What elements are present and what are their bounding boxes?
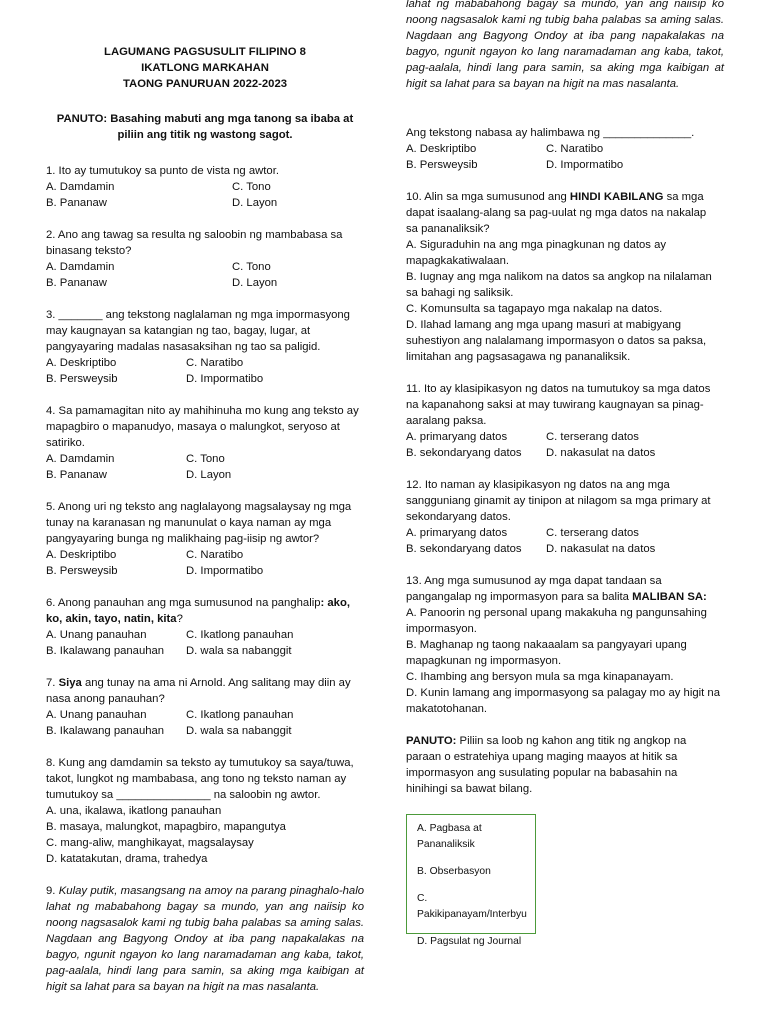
question-7: [46, 675, 364, 739]
option-c: C. Naratibo: [186, 357, 244, 369]
option-a: A. Deskriptibo: [406, 143, 477, 155]
options: [406, 525, 720, 557]
option-d: D. nakasulat na datos: [546, 543, 656, 555]
option-a: A. primaryang datos: [406, 527, 508, 539]
option-d: D. wala sa nabanggit: [186, 645, 292, 657]
exam-header: [46, 44, 364, 92]
option-c: C. Tono: [186, 453, 225, 465]
option-d: D. Impormatibo: [546, 159, 624, 171]
question-text: 12. Ito naman ay klasipikasyon ng datos na ang mga sangguniang ginamit ay tinipon at nilagom sa mga primary at sekondaryang datos.: [406, 479, 711, 523]
options: [46, 179, 364, 211]
option-b: B. masaya, malungkot, mapagbiro, mapangutya: [46, 821, 286, 833]
question-text: [46, 675, 364, 707]
options: [46, 451, 364, 483]
option-d: D. Layon: [232, 277, 278, 289]
option-d: D. Impormatibo: [186, 373, 264, 385]
question-text: 5. Anong uri ng teksto ang naglalayong magsalaysay ng mga tunay na karanasan ng manunulat o kaya naman ay mga pangyayaring bunga ng malikhaing pag-iisip ng awtor?: [46, 501, 352, 545]
header-school-year: TAONG PANURUAN 2022-2023: [122, 78, 288, 90]
option-c: C. Tono: [232, 181, 271, 193]
option-c: C. Naratibo: [546, 143, 604, 155]
question-9-passage-continued: [406, 0, 724, 108]
options: [46, 355, 364, 387]
option-a: A. Damdamin: [46, 261, 115, 273]
directions-line-2: piliin ang titik ng wastong sagot.: [117, 129, 293, 141]
question-text-end: sa mga dapat isaalang-alang sa pag-uulat ng mga datos na nakalap sa pananaliksik?: [406, 191, 707, 235]
directions: [46, 111, 364, 143]
options: [46, 547, 364, 579]
option-c: C. Ihambing ang bersyon mula sa mga kinapanayam.: [406, 671, 674, 683]
passage-continuation: [406, 0, 724, 92]
header-title: LAGUMANG PAGSUSULIT FILIPINO 8: [104, 46, 306, 58]
option-d: D. katatakutan, drama, trahedya: [46, 853, 208, 865]
option-c: C. terserang datos: [546, 527, 639, 539]
option-a: A. Panoorin ng personal upang makakuha ng pangunsahing impormasyon.: [406, 607, 707, 635]
question-8: [46, 755, 364, 867]
option-a: A. Damdamin: [46, 453, 115, 465]
option-b: B. Persweysib: [406, 159, 478, 171]
option-c: C. Ikatlong panauhan: [186, 709, 294, 721]
option-b: B. Ikalawang panauhan: [46, 645, 165, 657]
directions-text: Piliin sa loob ng kahon ang titik ng angkop na paraan o estratehiya upang maging maayos at hitik sa impormasyon ang susulating popular na babasahin na hinihingi sa bawat bilang.: [406, 735, 687, 795]
question-5: [46, 499, 364, 579]
header-quarter: IKATLONG MARKAHAN: [141, 62, 269, 74]
directions-part-2: [406, 733, 720, 797]
choice-box: [406, 814, 536, 947]
option-d: D. Impormatibo: [186, 565, 264, 577]
option-a: A. Deskriptibo: [46, 549, 117, 561]
option-b: B. Pananaw: [46, 277, 107, 289]
options: [406, 141, 720, 173]
question-3: [46, 307, 364, 387]
option-d: D. nakasulat na datos: [546, 447, 656, 459]
option-d: D. Layon: [232, 197, 278, 209]
question-2: [46, 227, 364, 291]
question-text-part: 10. Alin sa mga sumusunod ang: [406, 191, 570, 203]
option-b: B. Iugnay ang mga nalikom na datos sa angkop na nilalaman sa bahagi ng saliksik.: [406, 271, 712, 299]
question-text-bold: HINDI KABILANG: [569, 191, 664, 203]
question-text: Ang tekstong nabasa ay halimbawa ng ______________.: [406, 127, 695, 139]
question-number: 7.: [46, 677, 59, 689]
option-d: D. wala sa nabanggit: [186, 725, 292, 737]
options: [406, 429, 720, 461]
question-text-bold: : ako, ko, akin, tayo, natin, kita: [46, 597, 351, 625]
choice-d: D. Pagsulat ng Journal: [417, 936, 522, 947]
emphasized-word: Siya: [58, 677, 82, 689]
question-text: 11. Ito ay klasipikasyon ng datos na tumutukoy sa mga datos na kapanahong saksi at may tuwirang kaugnayan sa pinag-aaralang paksa.: [406, 383, 711, 427]
option-c: C. Komunsulta sa tagapayo mga nakalap na datos.: [406, 303, 663, 315]
question-1: [46, 163, 364, 211]
options: [46, 707, 364, 739]
option-b: B. sekondaryang datos: [406, 447, 522, 459]
question-text-part: 13. Ang mga sumusunod ay mga dapat tandaan sa pangangalap ng impormasyon para sa balita: [406, 575, 662, 603]
question-6: [46, 595, 364, 659]
question-text: [46, 595, 364, 627]
option-a: A. Siguraduhin na ang mga pinagkunan ng datos ay mapagkakatiwalaan.: [406, 239, 667, 267]
question-9-passage-start: [46, 883, 365, 993]
question-text: 1. Ito ay tumutukoy sa punto de vista ng awtor.: [46, 165, 279, 177]
right-column: [406, 0, 724, 797]
option-b: B. Pananaw: [46, 469, 107, 481]
question-13: [406, 573, 720, 717]
question-10: [406, 189, 720, 365]
option-a: A. Unang panauhan: [46, 629, 147, 641]
option-d: D. Ilahad lamang ang mga upang masuri at mabigyang suhestiyon ang nalalamang impormasyon o datos sa paksa, limitahan ang pagsasagawa ng pananaliksik.: [406, 319, 707, 363]
option-c: C. terserang datos: [546, 431, 639, 443]
option-b: B. Maghanap ng taong nakaaalam sa pangyayari upang mapagkunan ng impormasyon.: [406, 639, 687, 667]
left-column: [46, 0, 365, 993]
passage-text: Kulay putik, masangsang na amoy na parang pinaghalo-halo lahat ng mababahong bagay sa mundo, yan ang naiisip ko noong nagsasalok kami ng tubig baha palabas sa aming salas. Nagdaan ang Bagyong Ondoy at iba pang napakalakas na bagyo, ngunit ngayon ko lang naramadaman ang kaba, takot, pag-aalala, hindi lang para samin, sa aking mga kaibigan at higit sa lahat para sa bayan na higit na mas nasalanta.: [46, 885, 365, 993]
option-a: A. Damdamin: [46, 181, 115, 193]
option-c: C. Ikatlong panauhan: [186, 629, 294, 641]
question-text-bold: MALIBAN SA:: [632, 591, 707, 603]
option-b: B. Pananaw: [46, 197, 107, 209]
option-b: B. Ikalawang panauhan: [46, 725, 165, 737]
directions-label: PANUTO:: [406, 735, 457, 747]
option-c: C. Naratibo: [186, 549, 244, 561]
question-9: [406, 125, 720, 173]
option-c: C. mang-aliw, manghikayat, magsalaysay: [46, 837, 254, 849]
option-a: A. primaryang datos: [406, 431, 508, 443]
question-11: [406, 381, 720, 461]
passage-text: lahat ng mababahong bagay sa mundo, yan ang naiisip ko noong nagsasalok kami ng tubig baha palabas sa aming salas. Nagdaan ang Bagyong Ondoy at iba pang napakalakas na bagyo, ngunit ngayon ko lang naramadaman ang kaba, takot, pag-aalala, hindi lang para samin, sa aking mga kaibigan at higit sa lahat para sa bayan na higit na mas nasalanta.: [406, 0, 724, 90]
choice-b: B. Obserbasyon: [417, 866, 491, 877]
question-4: [46, 403, 364, 483]
option-b: B. sekondaryang datos: [406, 543, 522, 555]
option-a: A. Deskriptibo: [46, 357, 117, 369]
option-d: D. Kunin lamang ang impormasyong sa palagay mo ay higit na makatotohanan.: [406, 687, 720, 715]
question-text: 8. Kung ang damdamin sa teksto ay tumutukoy sa saya/tuwa, takot, lungkot ng mambabasa, ang tono ng teksto naman ay tumutukoy sa _______________ na saloobin ng awtor.: [46, 757, 354, 801]
option-b: B. Persweysib: [46, 565, 118, 577]
options: [46, 259, 364, 291]
directions-line-1: PANUTO: Basahing mabuti ang mga tanong sa ibaba at: [56, 113, 354, 125]
question-text-part: ang tunay na ama ni Arnold. Ang salitang may diin ay nasa anong panauhan?: [46, 677, 351, 705]
question-number: 9.: [46, 885, 59, 897]
question-12: [406, 477, 720, 557]
question-text-part: 6. Anong panauhan ang mga sumusunod na panghalip: [46, 597, 321, 609]
question-text: [406, 573, 720, 605]
choice-a: A. Pagbasa at Pananaliksik: [417, 823, 482, 850]
option-c: C. Tono: [232, 261, 271, 273]
question-text: 2. Ano ang tawag sa resulta ng saloobin ng mambabasa sa binasang teksto?: [46, 229, 343, 257]
option-a: A. Unang panauhan: [46, 709, 147, 721]
question-text-end: ?: [176, 613, 183, 625]
question-text: 3. _______ ang tekstong naglalaman ng mga impormasyong may kaugnayan sa katangian ng tao, bagay, lugar, at pangyayaring madalas nasasaksihan ng tao sa paligid.: [46, 309, 350, 353]
question-text: [406, 189, 720, 237]
option-d: D. Layon: [186, 469, 232, 481]
option-a: A. una, ikalawa, ikatlong panauhan: [46, 805, 222, 817]
option-b: B. Persweysib: [46, 373, 118, 385]
options: [46, 627, 364, 659]
question-text: 4. Sa pamamagitan nito ay mahihinuha mo kung ang teksto ay mapagbiro o mapanudyo, masaya o malungkot, seryoso at satiriko.: [46, 405, 359, 449]
choice-c: C. Pakikipanayam/Interbyu: [417, 893, 527, 920]
